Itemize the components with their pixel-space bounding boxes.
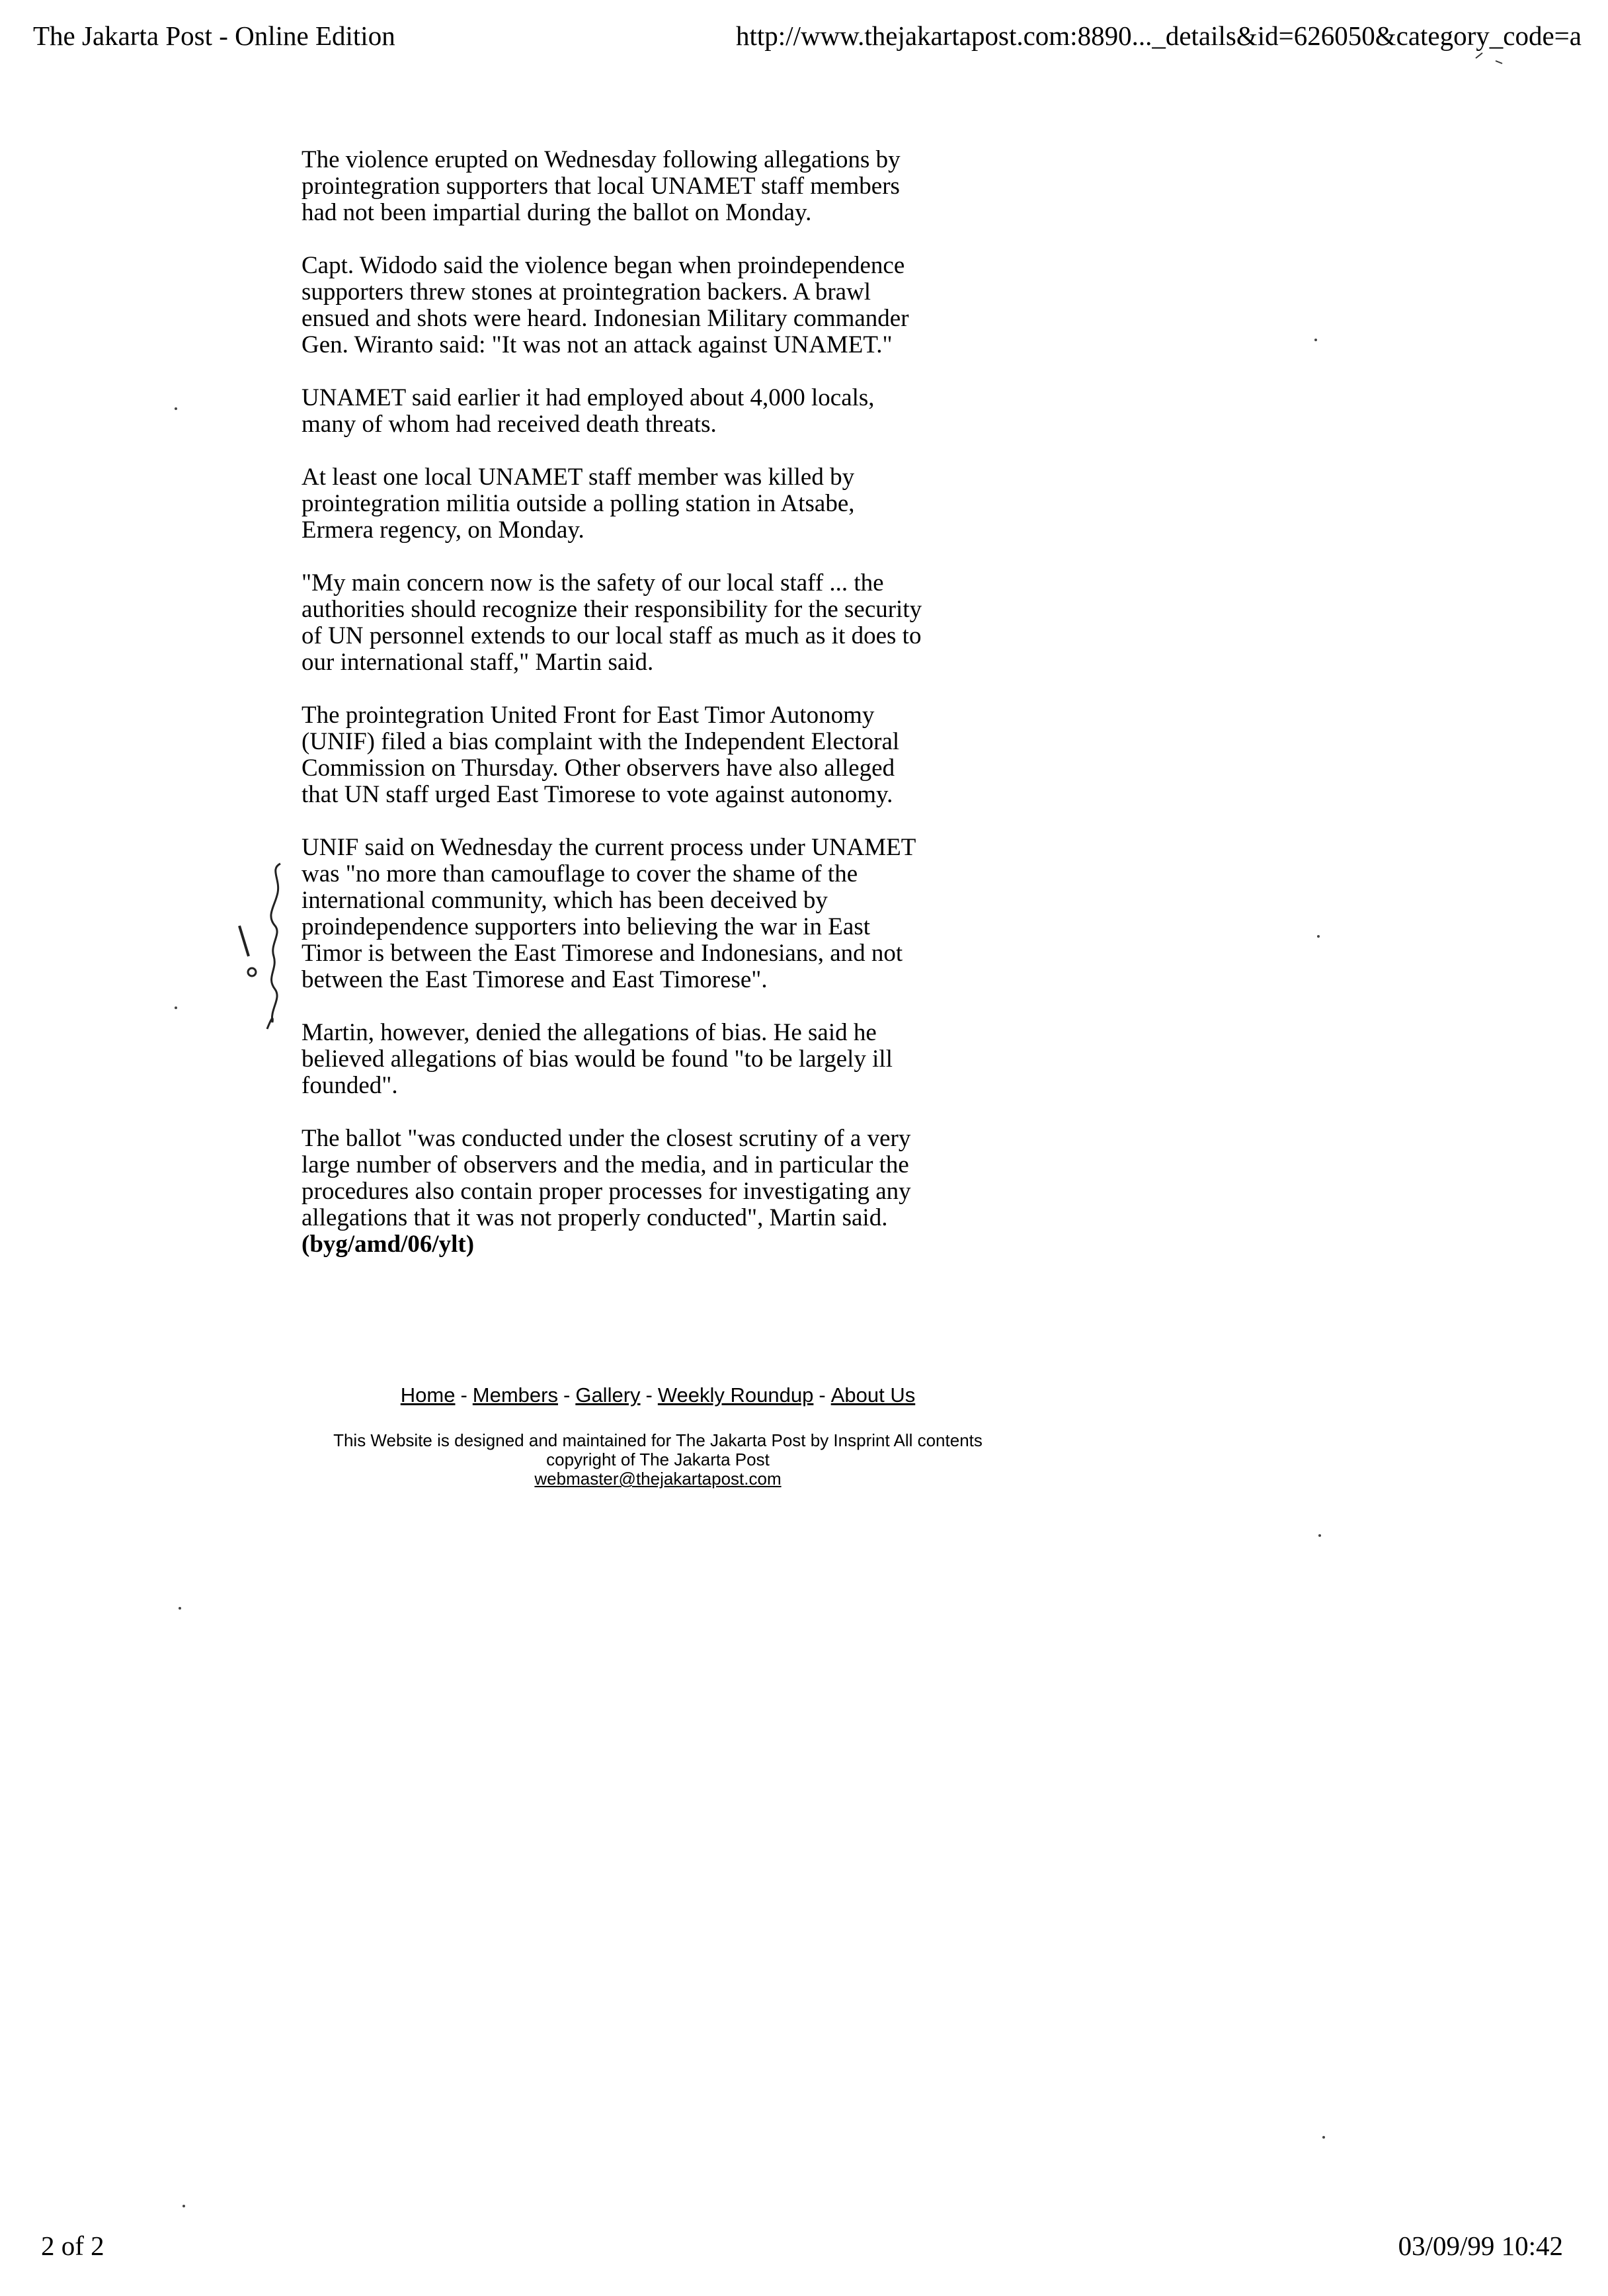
print-page-number: 2 of 2: [41, 2231, 104, 2261]
article-paragraph: UNAMET said earlier it had employed about 4,000 locals, many of whom had received death threats.: [302, 384, 875, 438]
webmaster-email-link[interactable]: webmaster@thejakartapost.com: [534, 1469, 782, 1489]
print-header-title: The Jakarta Post - Online Edition: [33, 20, 395, 51]
margin-bracket-mark: [267, 864, 280, 1029]
exclamation-dot-mark: [248, 968, 256, 976]
nav-separator: -: [645, 1383, 653, 1407]
print-header-url: http://www.thejakartapost.com:8890..._details&id=626050&category_code=a: [736, 20, 1582, 51]
nav-link-weekly-roundup[interactable]: Weekly Roundup: [657, 1383, 814, 1407]
scan-speck: [182, 2205, 185, 2207]
scan-speck: [1317, 935, 1320, 938]
scan-speck: [175, 407, 177, 410]
nav-link-about-us[interactable]: About Us: [830, 1383, 916, 1407]
nav-separator: -: [460, 1383, 467, 1407]
scan-speck: [1318, 1534, 1321, 1537]
nav-link-members[interactable]: Members: [472, 1383, 558, 1407]
credit-line: This Website is designed and maintained for The Jakarta Post by Insprint All contents: [333, 1430, 983, 1450]
exclamation-stroke-mark: [239, 926, 249, 956]
reporter-code: (byg/amd/06/ylt): [302, 1231, 475, 1258]
footer-nav: [291, 1383, 1025, 1407]
article-paragraph: The violence erupted on Wednesday following allegations by prointegration supporters that local UNAMET staff members had not been impartial during the ballot on Monday.: [302, 146, 901, 226]
article-paragraph: At least one local UNAMET staff member was killed by prointegration militia outside a polling station in Atsabe, Ermera regency, on Monday.: [302, 464, 855, 544]
nav-link-gallery[interactable]: Gallery: [575, 1383, 641, 1407]
article-paragraph: "My main concern now is the safety of our local staff ... the authorities should recognize their responsibility for the security of UN personnel extends to our local staff as much as it does to our international staff," Martin said.: [302, 569, 922, 676]
article-paragraph: Martin, however, denied the allegations of bias. He said he believed allegations of bias would be found "to be largely ill founded".: [302, 1019, 893, 1099]
scan-speck: [175, 1006, 177, 1009]
article-paragraph: Capt. Widodo said the violence began when proindependence supporters threw stones at prointegration backers. A brawl ensued and shots were heard. Indonesian Military commander Gen. Wiranto said: "It was not an attack against UNAMET.": [302, 252, 909, 358]
article-paragraph: The prointegration United Front for East Timor Autonomy (UNIF) filed a bias complaint with the Independent Electoral Commission on Thursday. Other observers have also alleged that UN staff urged East Timorese to vote against autonomy.: [302, 702, 900, 808]
nav-separator: -: [563, 1383, 571, 1407]
nav-separator: -: [819, 1383, 826, 1407]
site-credit: [291, 1431, 1025, 1489]
scan-speck: [179, 1607, 181, 1610]
scan-speck: [1314, 339, 1317, 341]
article-paragraph: UNIF said on Wednesday the current process under UNAMET was "no more than camouflage to cover the shame of the international community, which has been deceived by proindependence supporters into believing the war in East Timor is between the East Timorese and Indonesians, and not between the East Timorese and East Timorese".: [302, 834, 916, 993]
credit-line: copyright of The Jakarta Post: [546, 1450, 770, 1469]
scan-speck-mark: [1476, 53, 1502, 63]
nav-link-home[interactable]: Home: [400, 1383, 456, 1407]
article-paragraph-text: The ballot "was conducted under the closest scrutiny of a very large number of observers and the media, and in particular the procedures also contain proper processes for investigating any allegations that it was not properly conducted", Martin said.: [302, 1125, 911, 1231]
scan-speck: [1322, 2136, 1325, 2139]
print-datetime: 03/09/99 10:42: [1398, 2231, 1563, 2261]
